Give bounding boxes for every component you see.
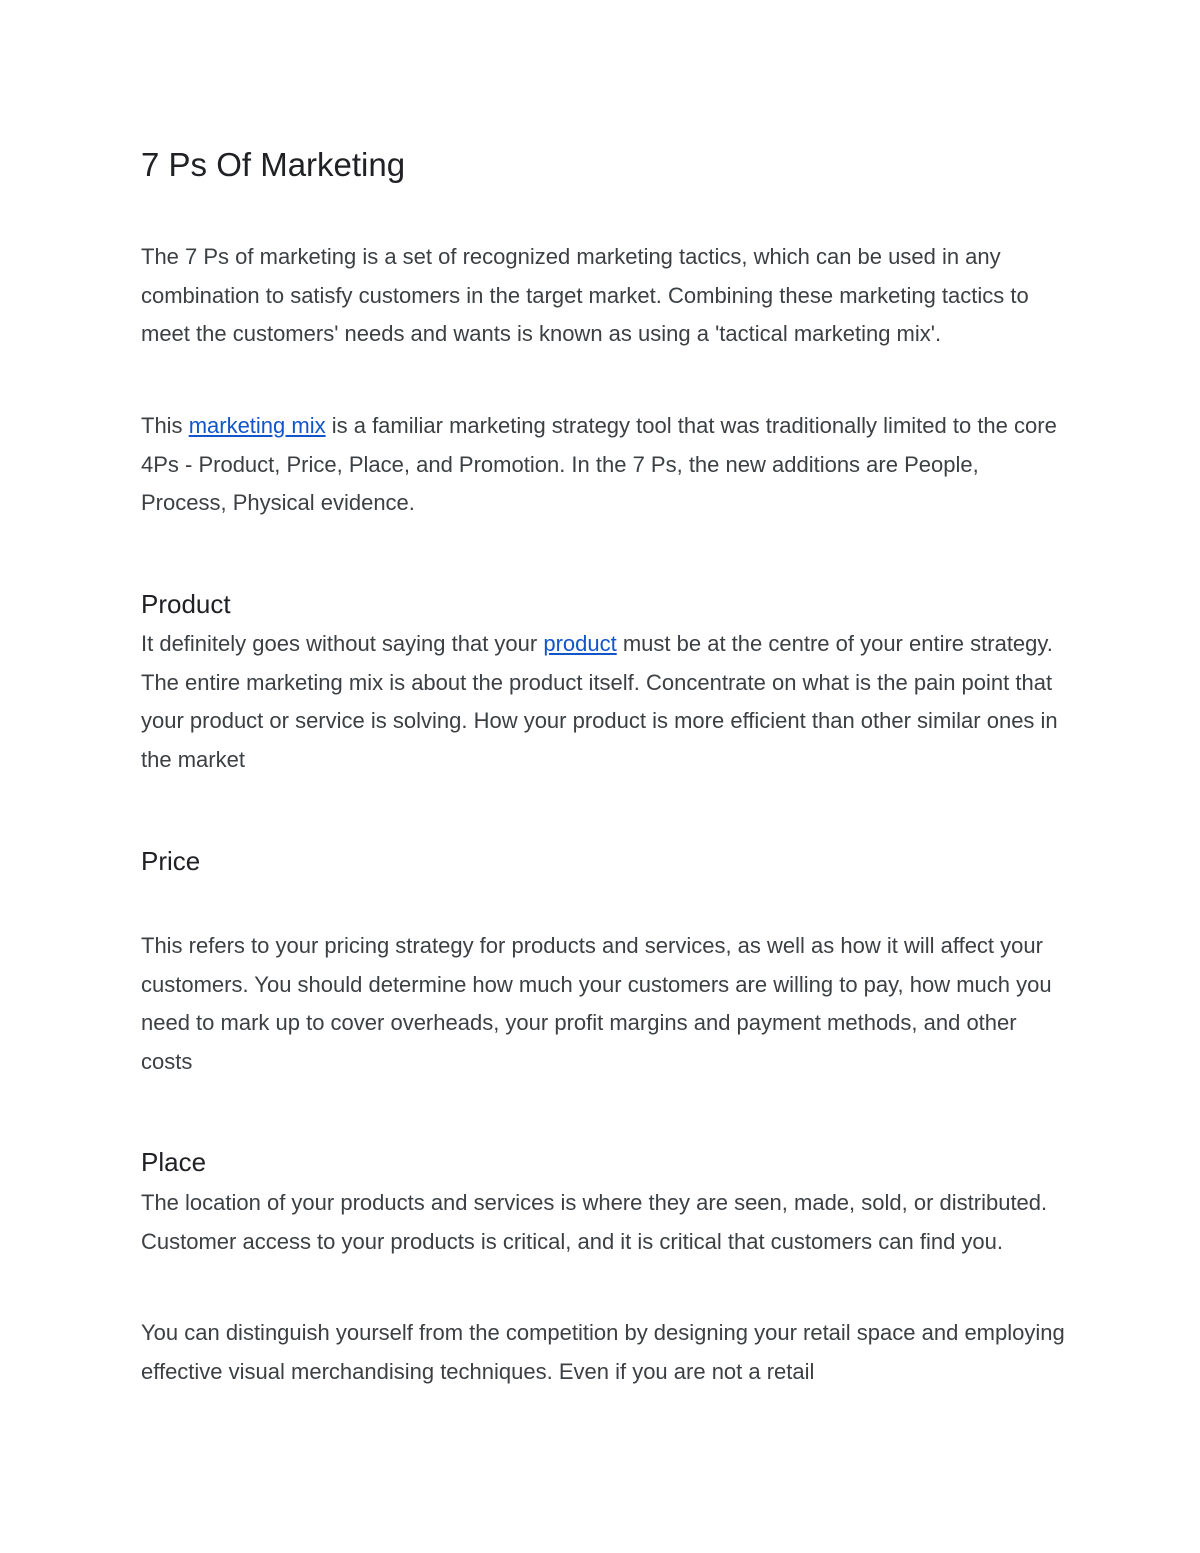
intro-paragraph-1: The 7 Ps of marketing is a set of recognized marketing tactics, which can be used in any combination to satisfy customers in the target market. Combining these marketing tactics to meet the customers' needs and wants is known as using a 'tactical marketing mix'.	[141, 244, 1029, 346]
product-link[interactable]: product	[543, 631, 617, 656]
product-paragraph	[141, 625, 1066, 779]
intro-text-before-link: This	[141, 413, 189, 438]
place-paragraph-1: The location of your products and services is where they are seen, made, sold, or distributed. Customer access to your products is critical, and it is critical that customers can find you.	[141, 1190, 1048, 1254]
price-paragraph: This refers to your pricing strategy for products and services, as well as how it will affect your customers. You should determine how much your customers are willing to pay, how much you need to mark up to cover overheads, your profit margins and payment methods, and other costs	[141, 933, 1052, 1074]
place-paragraph-2: You can distinguish yourself from the competition by designing your retail space and employing effective visual merchandising techniques. Even if you are not a retail	[141, 1320, 1065, 1384]
heading-product: Product	[141, 589, 231, 619]
product-text-after-link: must be at the centre of your entire strategy. The entire marketing mix is about the product itself. Concentrate on what is the pain point that your product or service is solving. How your product is more efficient than other similar ones in the market	[141, 631, 1058, 772]
product-text-before-link: It definitely goes without saying that your	[141, 631, 544, 656]
document-title: 7 Ps Of Marketing	[141, 146, 406, 183]
heading-price: Price	[141, 846, 201, 876]
heading-place: Place	[141, 1147, 207, 1177]
intro-paragraph-2	[141, 407, 1066, 523]
intro-text-after-link: is a familiar marketing strategy tool that was traditionally limited to the core 4Ps - Product, Price, Place, and Promotion. In the 7 Ps, the new additions are People, Process, Physical evidence.	[141, 413, 1057, 515]
marketing-mix-link[interactable]: marketing mix	[188, 413, 326, 438]
